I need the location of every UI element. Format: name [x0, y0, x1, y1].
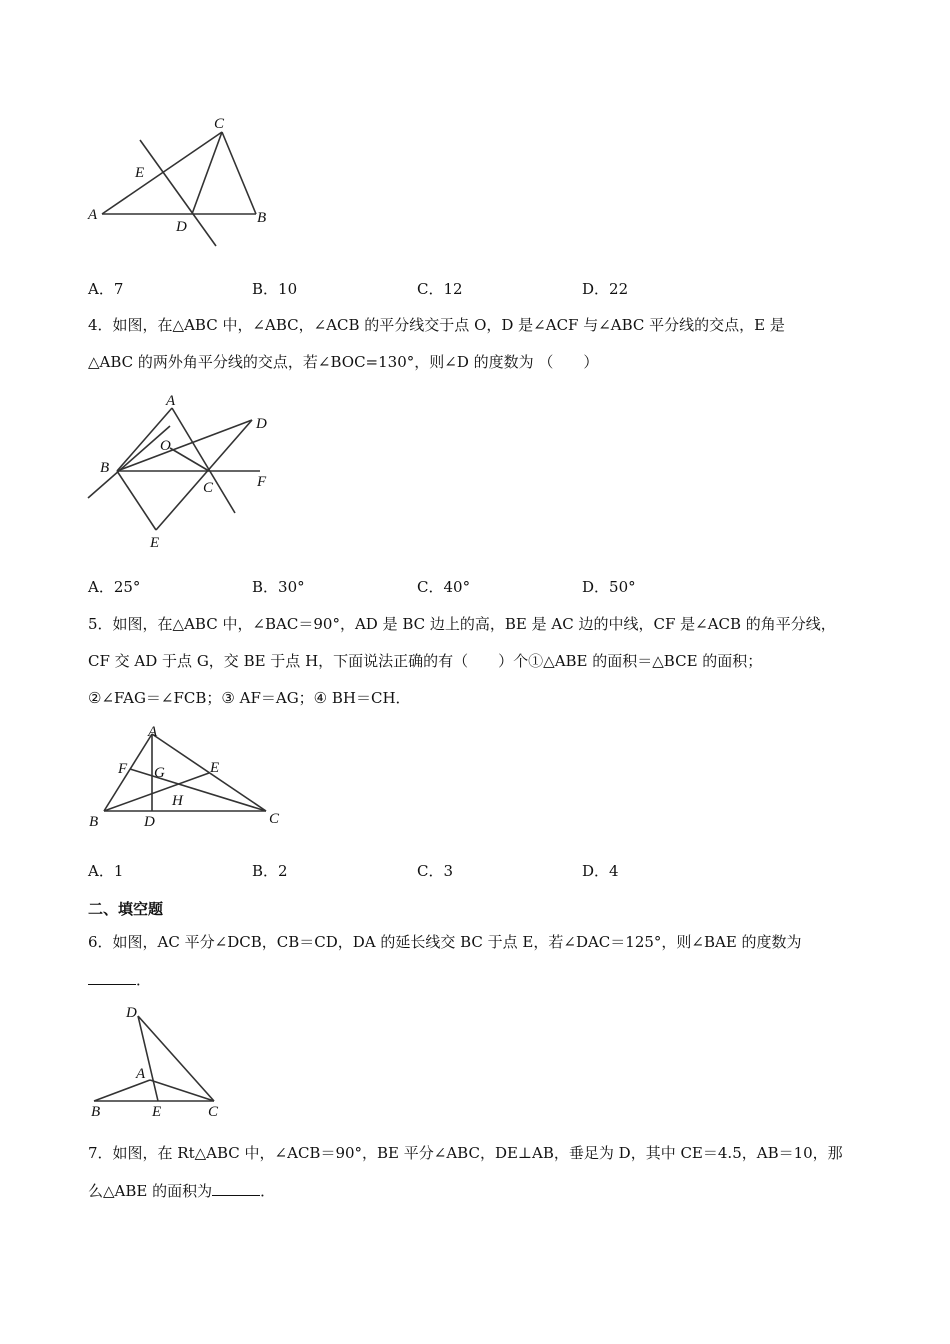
q5-segment-AC	[152, 734, 266, 811]
q4-label-D: D	[256, 416, 267, 432]
q3-option-c: C．12	[417, 280, 463, 298]
q4-label-F: F	[257, 474, 267, 490]
q5-label-C: C	[269, 811, 280, 827]
q5-label-A: A	[148, 724, 158, 740]
q6-label-C: C	[208, 1104, 219, 1120]
q5-option-a: A．1	[88, 862, 124, 880]
q6-text-line2	[88, 970, 151, 990]
q3-option-b: B．10	[252, 280, 298, 298]
q7-text-line2-start: 么△ABE 的面积为	[88, 1182, 213, 1200]
q4-option-b: B．30°	[252, 578, 305, 596]
q5-option-c: C．3	[417, 862, 454, 880]
q3-label-B: B	[257, 210, 267, 226]
q5-option-d: D．4	[582, 862, 619, 880]
q6-label-E: E	[152, 1104, 162, 1120]
q4-segment-BE	[117, 471, 156, 530]
q6-label-A: A	[136, 1066, 146, 1082]
q4-label-E: E	[150, 535, 160, 551]
q3-label-A: A	[88, 207, 98, 223]
q7-text-line2	[88, 1181, 275, 1201]
q4-option-c: C．40°	[417, 578, 471, 596]
q5-label-F: F	[118, 761, 128, 777]
q5-segment-CF	[130, 769, 266, 811]
q3-segment-DC	[192, 132, 222, 214]
q6-segment-BA	[94, 1080, 150, 1101]
q6-text-line2-end: ．	[136, 971, 152, 989]
q4-option-a: A．25°	[88, 578, 141, 596]
q3-segment-BC	[222, 132, 256, 214]
q6-figure	[80, 1000, 240, 1120]
q3-label-E: E	[135, 165, 145, 181]
q5-segment-AB	[104, 734, 152, 811]
q4-text-line2: △ABC 的两外角平分线的交点，若∠BOC=130°，则∠D 的度数为 （ ）	[88, 353, 599, 371]
q3-label-C: C	[214, 116, 225, 132]
q4-segment-AC-extended	[172, 408, 235, 513]
q4-segment-EC-D	[156, 420, 252, 530]
q6-text-line1: 6．如图，AC 平分∠DCB，CB＝CD，DA 的延长线交 BC 于点 E，若∠DAC＝125°，则∠BAE 的度数为	[88, 933, 802, 951]
q5-label-B: B	[89, 814, 99, 830]
q5-option-b: B．2	[252, 862, 288, 880]
q4-label-A: A	[166, 393, 176, 409]
q5-label-E: E	[210, 760, 220, 776]
q5-figure	[80, 722, 295, 837]
q5-text-line1: 5．如图，在△ABC 中，∠BAC＝90°，AD 是 BC 边上的高，BE 是 AC 边的中线，CF 是∠ACB 的角平分线，	[88, 615, 836, 633]
q4-label-B: B	[100, 460, 110, 476]
q4-figure	[80, 388, 290, 553]
q5-text-line3: ②∠FAG＝∠FCB；③ AF＝AG；④ BH＝CH．	[88, 689, 411, 707]
q7-answer-blank[interactable]	[212, 1181, 260, 1196]
q7-text-line2-end: ．	[260, 1182, 276, 1200]
q4-label-O: O	[160, 438, 171, 454]
q4-text-line1: 4．如图，在△ABC 中，∠ABC，∠ACB 的平分线交于点 O，D 是∠ACF 与∠ABC 平分线的交点，E 是	[88, 316, 785, 334]
q5-label-D: D	[144, 814, 155, 830]
q5-label-H: H	[172, 793, 183, 809]
q6-answer-blank[interactable]	[88, 970, 136, 985]
q5-label-G: G	[154, 765, 165, 781]
q6-label-D: D	[126, 1005, 137, 1021]
q6-segment-DE	[138, 1016, 158, 1101]
q4-option-d: D．50°	[582, 578, 636, 596]
q3-label-D: D	[176, 219, 187, 235]
q7-text-line1: 7．如图，在 Rt△ABC 中，∠ACB＝90°，BE 平分∠ABC，DE⊥AB，垂足为 D，其中 CE＝4.5，AB＝10，那	[88, 1144, 843, 1162]
q3-option-a: A．7	[88, 280, 124, 298]
q3-figure	[80, 110, 290, 255]
q4-label-C: C	[203, 480, 214, 496]
q3-option-d: D．22	[582, 280, 629, 298]
q5-text-line2: CF 交 AD 于点 G，交 BE 于点 H，下面说法正确的有（ ）个①△ABE 的面积＝△BCE 的面积；	[88, 652, 763, 670]
q3-segment-AC	[102, 132, 222, 214]
q6-label-B: B	[91, 1104, 101, 1120]
section-title-fill-in-blank: 二、填空题	[88, 900, 164, 918]
